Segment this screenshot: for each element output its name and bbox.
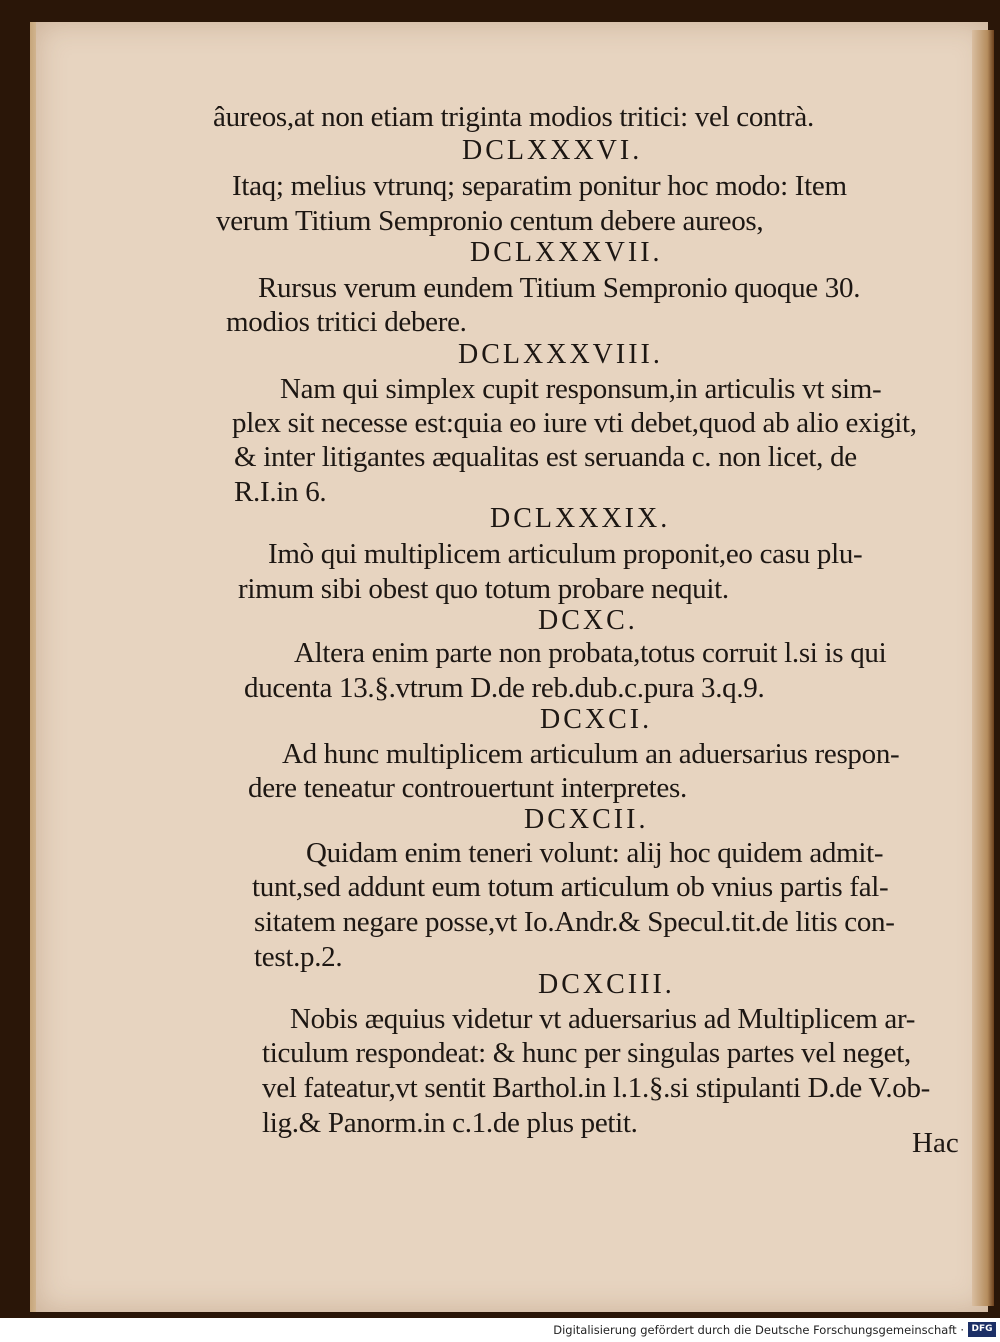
text-line: Nam qui simplex cupit responsum,in articulis vt sim- [280,373,882,405]
text-line: sitatem negare posse,vt Io.Andr.& Specul.tit.de litis con- [254,906,895,938]
text-line: lig.& Panorm.in c.1.de plus petit. [262,1107,638,1139]
funding-credit: Digitalisierung gefördert durch die Deutsche Forschungsgemeinschaft · [553,1323,964,1337]
section-number: DCLXXXVII. [470,237,663,268]
catchword: Hac [912,1127,959,1159]
text-line: tunt,sed addunt eum totum articulum ob vnius partis fal- [252,871,889,903]
text-line: dere teneatur controuertunt interpretes. [248,772,687,804]
text-line: ducenta 13.§.vtrum D.de reb.dub.c.pura 3.q.9. [244,672,765,704]
text-line: plex sit necesse est:quia eo iure vti debet,quod ab alio exigit, [232,407,917,439]
text-line: modios tritici debere. [226,306,467,338]
text-line: ticulum respondeat: & hunc per singulas partes vel neget, [262,1037,911,1069]
text-line: Rursus verum eundem Titium Sempronio quoque 30. [258,272,861,304]
text-line: verum Titium Sempronio centum debere aureos, [216,205,764,237]
text-line: Itaq; melius vtrunq; separatim ponitur hoc modo: Item [232,170,847,202]
section-number: DCXCII. [524,804,649,835]
text-line: Nobis æquius videtur vt aduersarius ad Multiplicem ar- [290,1003,916,1035]
footer-bar [0,1318,1000,1342]
text-line: & inter litigantes æqualitas est seruanda c. non licet, de [234,441,857,473]
section-number: DCLXXXVI. [462,135,643,166]
section-number: DCXCI. [540,704,653,735]
section-number: DCXCIII. [538,969,675,1000]
section-number: DCLXXXVIII. [458,339,663,370]
section-number: DCLXXXIX. [490,503,671,534]
text-line: test.p.2. [254,941,343,973]
text-line: vel fateatur,vt sentit Barthol.in l.1.§.si stipulanti D.de V.ob- [262,1072,931,1104]
text-line: R.I.in 6. [234,476,327,508]
text-line: Ad hunc multiplicem articulum an aduersarius respon- [282,738,900,770]
section-number: DCXC. [538,605,638,636]
text-line: Imò qui multiplicem articulum proponit,eo casu plu- [268,538,863,570]
text-line: Altera enim parte non probata,totus corruit l.si is qui [294,637,887,669]
text-line: rimum sibi obest quo totum probare nequit. [238,573,729,605]
text-line: âureos,at non etiam triginta modios tritici: vel contrà. [213,101,814,133]
text-line: Quidam enim teneri volunt: alij hoc quidem admit- [306,837,884,869]
dfg-logo-icon: DFG [968,1322,996,1337]
